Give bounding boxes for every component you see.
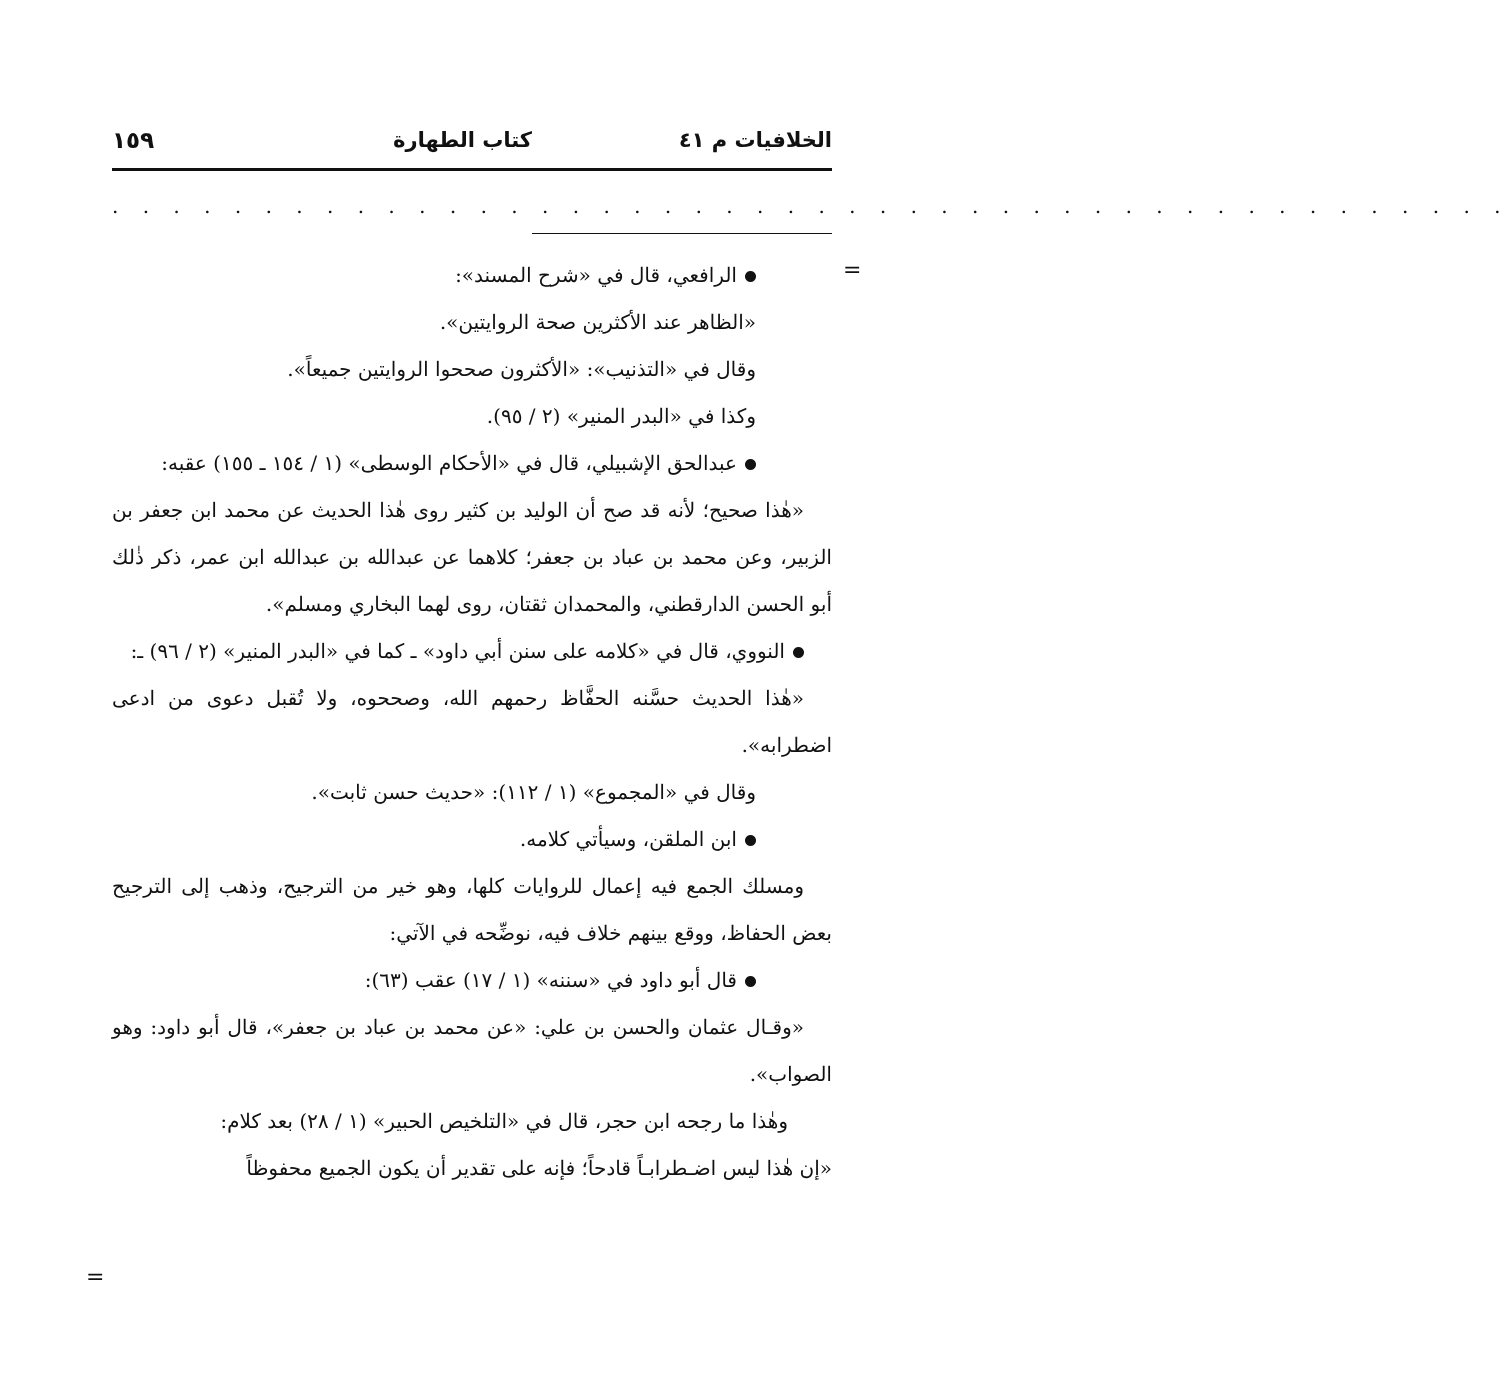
bullet-line	[112, 440, 832, 487]
line-text: قال أبو داود في «سننه» (١ / ١٧) عقب (٦٣):	[364, 968, 737, 992]
bullet-icon	[745, 459, 756, 470]
bullet-icon	[793, 647, 804, 658]
header-chapter: الخلافيات م ٤١	[678, 128, 832, 152]
page-number: ١٥٩	[112, 128, 155, 154]
quote-paragraph: «وقـال عثمان والحسن بن علي: «عن محمد بن عباد بن جعفر»، قال أبو داود: وهو الصواب».	[112, 1015, 832, 1086]
text-line: وقال في «التذنيب»: «الأكثرون صححوا الروايتين جميعاً».	[287, 357, 756, 381]
text-line: وقال في «المجموع» (١ / ١١٢): «حديث حسن ثابت».	[311, 780, 756, 804]
bullet-line	[112, 628, 832, 675]
text-line: وهٰذا ما رجحه ابن حجر، قال في «التلخيص الحبير» (١ / ٢٨) بعد كلام:	[220, 1109, 788, 1133]
text-paragraph: ومسلك الجمع فيه إعمال للروايات كلها، وهو خير من الترجيح، وذهب إلى الترجيح بعض الحفاظ، ووقع بينهم خلاف فيه، نوضِّحه في الآتي:	[112, 874, 832, 945]
line-text: الرافعي، قال في «شرح المسند»:	[455, 263, 737, 287]
header-book-title: كتاب الطهارة	[393, 128, 532, 152]
running-header	[112, 124, 832, 164]
line-text: عبدالحق الإشبيلي، قال في «الأحكام الوسطى» (١ / ١٥٤ ـ ١٥٥) عقبه:	[161, 451, 737, 475]
continuation-mark-bottom: =	[86, 1265, 105, 1290]
bullet-line	[112, 816, 832, 863]
quote-paragraph: «هٰذا الحديث حسَّنه الحفَّاظ رحمهم الله، وصححوه، ولا تُقبل دعوى من ادعى اضطرابه».	[112, 686, 832, 757]
bullet-icon	[745, 835, 756, 846]
quote-line: «الظاهر عند الأكثرين صحة الروايتين».	[439, 310, 756, 334]
line-text: النووي، قال في «كلامه على سنن أبي داود» ـ كما في «البدر المنير» (٢ / ٩٦) ـ:	[130, 639, 785, 663]
bullet-line	[112, 957, 832, 1004]
footnote-rule	[532, 233, 832, 234]
quote-paragraph: «هٰذا صحيح؛ لأنه قد صح أن الوليد بن كثير روى هٰذا الحديث عن محمد ابن جعفر بن الزبير، وعن محمد بن عباد بن جعفر؛ كلاهما عن عبدالله بن عبدالله ابن عمر، ذكر ذٰلك أبو الحسن الدارقطني، والمحمدان ثقتان، روى لهما البخاري ومسلم».	[112, 498, 832, 616]
bullet-line	[112, 252, 832, 299]
page-body	[112, 252, 832, 1312]
bullet-icon	[745, 976, 756, 987]
text-line: وكذا في «البدر المنير» (٢ / ٩٥).	[486, 404, 756, 428]
dotted-separator: . . . . . . . . . . . . . . . . . . . . . . . . . . . . . . . . . . . . . . . . . . . . . .	[112, 194, 1510, 218]
header-rule	[112, 168, 832, 171]
bullet-icon	[745, 271, 756, 282]
line-text: ابن الملقن، وسيأتي كلامه.	[519, 827, 737, 851]
continuation-mark-top: =	[843, 258, 862, 283]
quote-line: «إن هٰذا ليس اضـطرابـاً قادحاً؛ فإنه على تقدير أن يكون الجميع محفوظاً	[246, 1156, 832, 1180]
